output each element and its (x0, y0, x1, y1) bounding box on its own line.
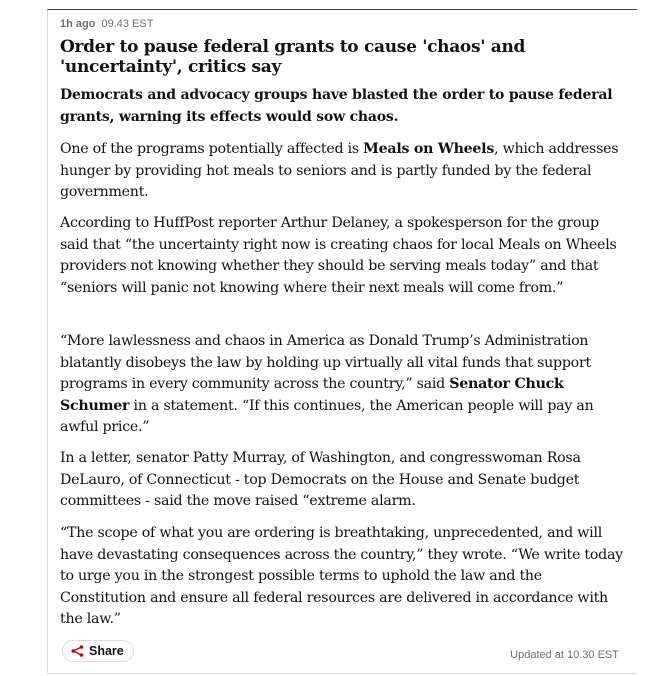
share-button[interactable] (62, 640, 134, 662)
time-ago[interactable]: 1h ago (60, 18, 96, 30)
paragraph-huffpost: According to HuffPost reporter Arthur Delaney, a spokesperson for the group said that “the uncertainty right now is creating chaos for local Meals on Wheels providers not knowing whether they should be serving meals today” and that “seniors will panic not knowing where their next meals will come from.” (60, 215, 617, 296)
paragraph-schumer: “More lawlessness and chaos in America as Donald Trump’s Administration blatantly disobeys the law by holding up virtually all vital funds that support programs in every community across the country,” said Senator Chuck Schumer in a statement. “If this continues, the American people will pay an awful price.” (60, 333, 594, 436)
entry-standfirst: Democrats and advocacy groups have blasted the order to pause federal grants, warning its effects would sow chaos. (60, 87, 613, 125)
share-label: Share (89, 644, 124, 658)
paragraph-scope-quote: “The scope of what you are ordering is breathtaking, unprecedented, and will have devastating consequences across the country,” they wrote. “We write today to urge you in the strongest possible terms to uphold the law and the Constitution and ensure all federal resources are delivered in accordance with the law.” (60, 525, 623, 628)
time-posted: 09.43 EST (101, 18, 154, 30)
paragraph-letter: In a letter, senator Patty Murray, of Washington, and congresswoman Rosa DeLauro, of Connecticut - top Democrats on the House and Senate budget committees - said the move raised “extreme alarm. (60, 450, 581, 510)
entry-headline: Order to pause federal grants to cause 'chaos' and 'uncertainty', critics say (60, 37, 526, 77)
highlight-meals-on-wheels: Meals on Wheels (363, 141, 495, 157)
live-blog-entry (47, 9, 637, 674)
highlight-schumer: Senator Chuck Schumer (60, 376, 564, 414)
updated-timestamp: Updated at 10.30 EST (510, 649, 619, 661)
entry-timestamp (60, 18, 153, 30)
paragraph-meals-on-wheels: One of the programs potentially affected is Meals on Wheels, which addresses hunger by providing hot meals to seniors and is partly funded by the federal government. (60, 141, 619, 201)
share-icon (71, 645, 84, 657)
